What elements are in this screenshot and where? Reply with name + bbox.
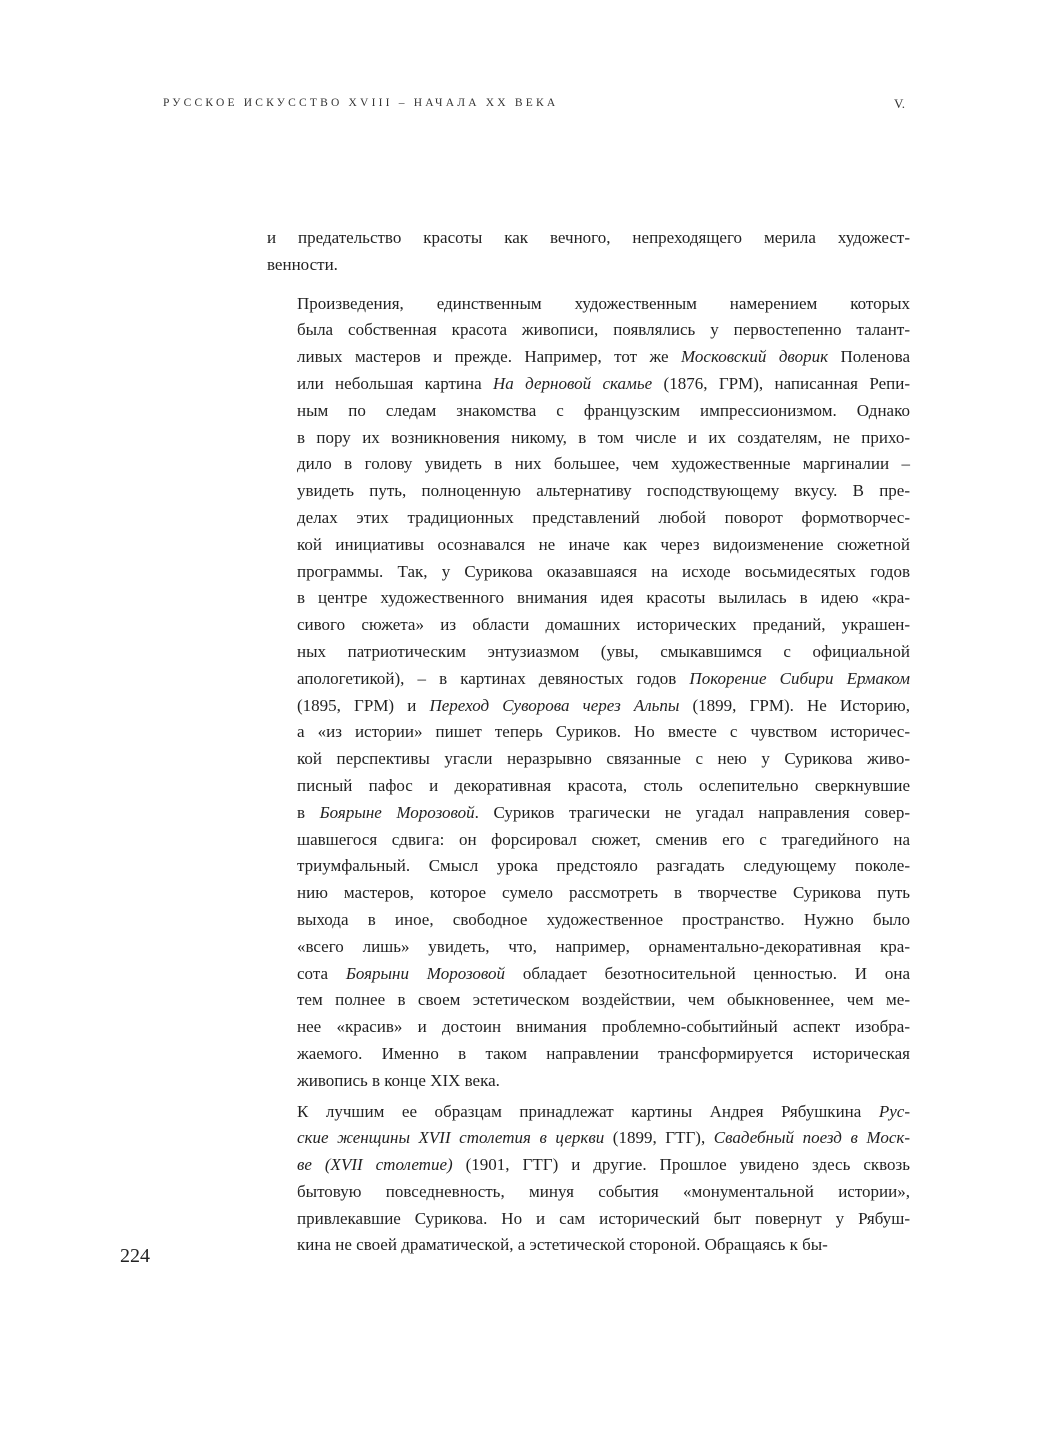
text-line: шавшегося сдвига: он форсировал сюжет, сменив его с трагедийного на (297, 829, 910, 849)
text-line: жаемого. Именно в таком направлении трансформируется историческая (297, 1043, 910, 1063)
page-number: 224 (120, 1245, 150, 1267)
text-line: была собственная красота живописи, появлялись у первостепенно талант- (297, 320, 910, 340)
text-line: кой инициативы осознавался не иначе как через видоизменение сюжетной (297, 534, 910, 554)
text-line: ным по следам знакомства с французским импрессионизмом. Однако (297, 400, 910, 420)
body-text (267, 225, 910, 1259)
text-line: ных патриотическим энтузиазмом (увы, смыкавшимся с официальной (297, 641, 910, 661)
text-line: нее «красив» и достоин внимания проблемно-событийный аспект изобра- (297, 1017, 910, 1037)
text-line: Произведения, единственным художественным намерением которых (297, 293, 910, 313)
text-line: триумфальный. Смысл урока предстояло разгадать следующему поколе- (297, 856, 910, 876)
text-line: живопись в конце XIX века. (297, 1070, 500, 1090)
text-line: выхода в иное, свободное художественное пространство. Нужно было (297, 909, 910, 929)
text-line: в центре художественного внимания идея красоты вылилась в идею «кра- (297, 588, 910, 608)
text-line: тем полнее в своем эстетическом воздействии, чем обыкновеннее, чем ме- (297, 990, 910, 1010)
text-line: К лучшим ее образцам принадлежат картины Андрея Рябушкина Рус- (297, 1101, 910, 1121)
paragraph (267, 291, 910, 1095)
paragraph (267, 1099, 910, 1260)
text-line: делах этих традиционных представлений любой поворот формотворчес- (297, 507, 910, 527)
running-header-section-mark: V. (894, 96, 905, 111)
text-line: дило в голову увидеть в них большее, чем художественные маргиналии – (297, 454, 910, 474)
text-line: венности. (267, 254, 338, 274)
text-line: или небольшая картина На дерновой скамье (1876, ГРМ), написанная Репи- (297, 373, 910, 393)
text-line: апологетикой), – в картинах девяностых годов Покорение Сибири Ермаком (297, 668, 910, 688)
text-line: кина не своей драматической, а эстетической стороной. Обращаясь к бы- (297, 1235, 828, 1255)
text-line: привлекавшие Сурикова. Но и сам исторический быт повернут у Рябуш- (297, 1208, 910, 1228)
text-line: ве (XVII столетие) (1901, ГТГ) и другие. Прошлое увидено здесь сквозь (297, 1155, 911, 1175)
running-header-title: РУССКОЕ ИСКУССТВО XVIII – НАЧАЛА XX ВЕКА (163, 97, 559, 109)
text-line: кой перспективы угасли неразрывно связанные с нею у Сурикова живо- (297, 749, 910, 769)
text-line: ские женщины XVII столетия в церкви (1899, ГТГ), Свадебный поезд в Моск- (297, 1128, 910, 1148)
text-line: сота Боярыни Морозовой обладает безотносительной ценностью. И она (297, 963, 910, 983)
paragraph (267, 225, 910, 279)
text-line: увидеть путь, полноценную альтернативу господствующему вкусу. В пре- (297, 481, 910, 501)
text-line: «всего лишь» увидеть, что, например, орнаментально-декоративная кра- (297, 936, 910, 956)
text-line: в пору их возникновения никому, в том числе и их создателям, не прихо- (297, 427, 910, 447)
text-line: а «из истории» пишет теперь Суриков. Но вместе с чувством историчес- (297, 722, 910, 742)
text-line: писный пафос и декоративная красота, столь ослепительно сверкнувшие (297, 775, 910, 795)
text-line: программы. Так, у Сурикова оказавшаяся на исходе восьмидесятых годов (297, 561, 910, 581)
text-line: ливых мастеров и прежде. Например, тот же Московский дворик Поленова (297, 347, 910, 367)
text-line: в Боярыне Морозовой. Суриков трагически не угадал направления совер- (297, 802, 910, 822)
text-line: сивого сюжета» из области домашних исторических преданий, украшен- (297, 615, 910, 635)
text-line: бытовую повседневность, минуя события «монументальной истории», (297, 1181, 910, 1201)
text-line: (1895, ГРМ) и Переход Суворова через Альпы (1899, ГРМ). Не Историю, (297, 695, 910, 715)
text-line: нию мастеров, которое сумело рассмотреть в творчестве Сурикова путь (297, 883, 910, 903)
text-line: и предательство красоты как вечного, непреходящего мерила художест- (267, 228, 910, 247)
